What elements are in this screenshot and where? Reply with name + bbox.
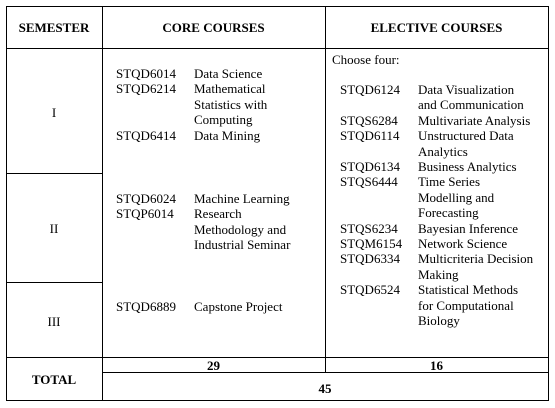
column-divider-1 — [102, 6, 103, 401]
elective-course-item — [340, 174, 545, 220]
elective-credits-total: 16 — [430, 358, 443, 373]
elective-course-item — [340, 236, 545, 251]
course-name-line: Unstructured Data — [418, 128, 514, 144]
course-code: STQS6444 — [340, 174, 398, 190]
core-course-list-2 — [116, 191, 316, 253]
course-name-line: Analytics — [418, 143, 468, 159]
course-name: Bayesian Inference — [418, 220, 518, 236]
overall-credits-total: 45 — [318, 381, 332, 396]
course-name-line: Modelling and — [418, 189, 495, 205]
course-code: STQP6014 — [116, 206, 174, 222]
core-course-item — [116, 128, 316, 143]
course-name-line: Biology — [418, 312, 460, 328]
elective-course-item — [340, 159, 545, 174]
course-name-line: for Computational — [418, 297, 514, 313]
table-border-right — [548, 6, 549, 401]
course-name: Business Analytics — [418, 158, 517, 174]
course-name-line: Computing — [194, 112, 253, 128]
core-course-list-3 — [116, 299, 316, 314]
course-code: STQD6134 — [340, 158, 400, 174]
semester-divider-2 — [6, 282, 103, 283]
semester-label-3: III — [47, 314, 61, 329]
header-divider — [6, 48, 549, 49]
course-code: STQM6154 — [340, 235, 403, 251]
elective-course-list — [340, 82, 545, 328]
core-credits-total: 29 — [207, 358, 220, 373]
course-name: Network Science — [418, 235, 508, 251]
elective-course-item — [340, 251, 545, 282]
course-name-line: Multicriteria Decision — [418, 251, 534, 267]
course-name: Data Science — [194, 66, 263, 81]
course-name-line: Statistics with — [194, 96, 268, 112]
course-name-line: Methodology and — [194, 221, 287, 237]
elective-intro: Choose four: — [332, 52, 400, 67]
elective-course-item — [340, 113, 545, 128]
elective-course-item — [340, 221, 545, 236]
course-name: Machine Learning — [194, 191, 290, 206]
semester-divider-1 — [6, 173, 103, 174]
course-code: STQS6234 — [340, 220, 398, 236]
core-course-item — [116, 191, 316, 206]
course-code: STQD6214 — [116, 81, 176, 97]
total-label: TOTAL — [31, 372, 77, 387]
course-code: STQD6124 — [340, 82, 400, 97]
course-name: Data Mining — [194, 127, 261, 143]
course-code: STQD6889 — [116, 299, 176, 314]
course-name: Multivariate Analysis — [418, 112, 531, 128]
core-course-list-1 — [116, 66, 316, 143]
core-course-item — [116, 299, 316, 314]
course-name-line: Forecasting — [418, 205, 479, 221]
core-course-item — [116, 66, 316, 81]
column-divider-2 — [325, 6, 326, 372]
course-name-line: Research — [194, 206, 242, 222]
table-border-left — [6, 6, 7, 401]
core-course-item — [116, 81, 316, 127]
elective-course-item — [340, 282, 545, 328]
elective-course-item — [340, 82, 545, 113]
course-name-line: Industrial Seminar — [194, 237, 291, 253]
course-name-line: Time Series — [418, 174, 480, 190]
course-name-line: Data Visualization — [418, 82, 515, 97]
course-name-line: Making — [418, 266, 459, 282]
elective-courses-header: ELECTIVE COURSES — [370, 20, 503, 35]
course-code: STQD6114 — [340, 128, 400, 144]
course-name-line: Statistical Methods — [418, 282, 519, 298]
table-border-bottom — [6, 400, 549, 401]
semester-header: SEMESTER — [18, 20, 90, 35]
semester-label-2: II — [49, 221, 59, 236]
course-name-line: and Communication — [418, 97, 524, 113]
core-courses-header: CORE COURSES — [162, 20, 265, 35]
course-code: STQD6024 — [116, 191, 176, 206]
course-code: STQD6014 — [116, 66, 176, 81]
table-border-top — [6, 6, 549, 7]
course-code: STQS6284 — [340, 112, 398, 128]
course-code: STQD6334 — [340, 251, 400, 267]
course-code: STQD6524 — [340, 282, 400, 298]
course-name: Capstone Project — [194, 299, 283, 314]
elective-course-item — [340, 128, 545, 159]
course-name-line: Mathematical — [194, 81, 266, 97]
course-code: STQD6414 — [116, 127, 176, 143]
core-course-item — [116, 206, 316, 252]
semester-label-1: I — [51, 105, 57, 120]
